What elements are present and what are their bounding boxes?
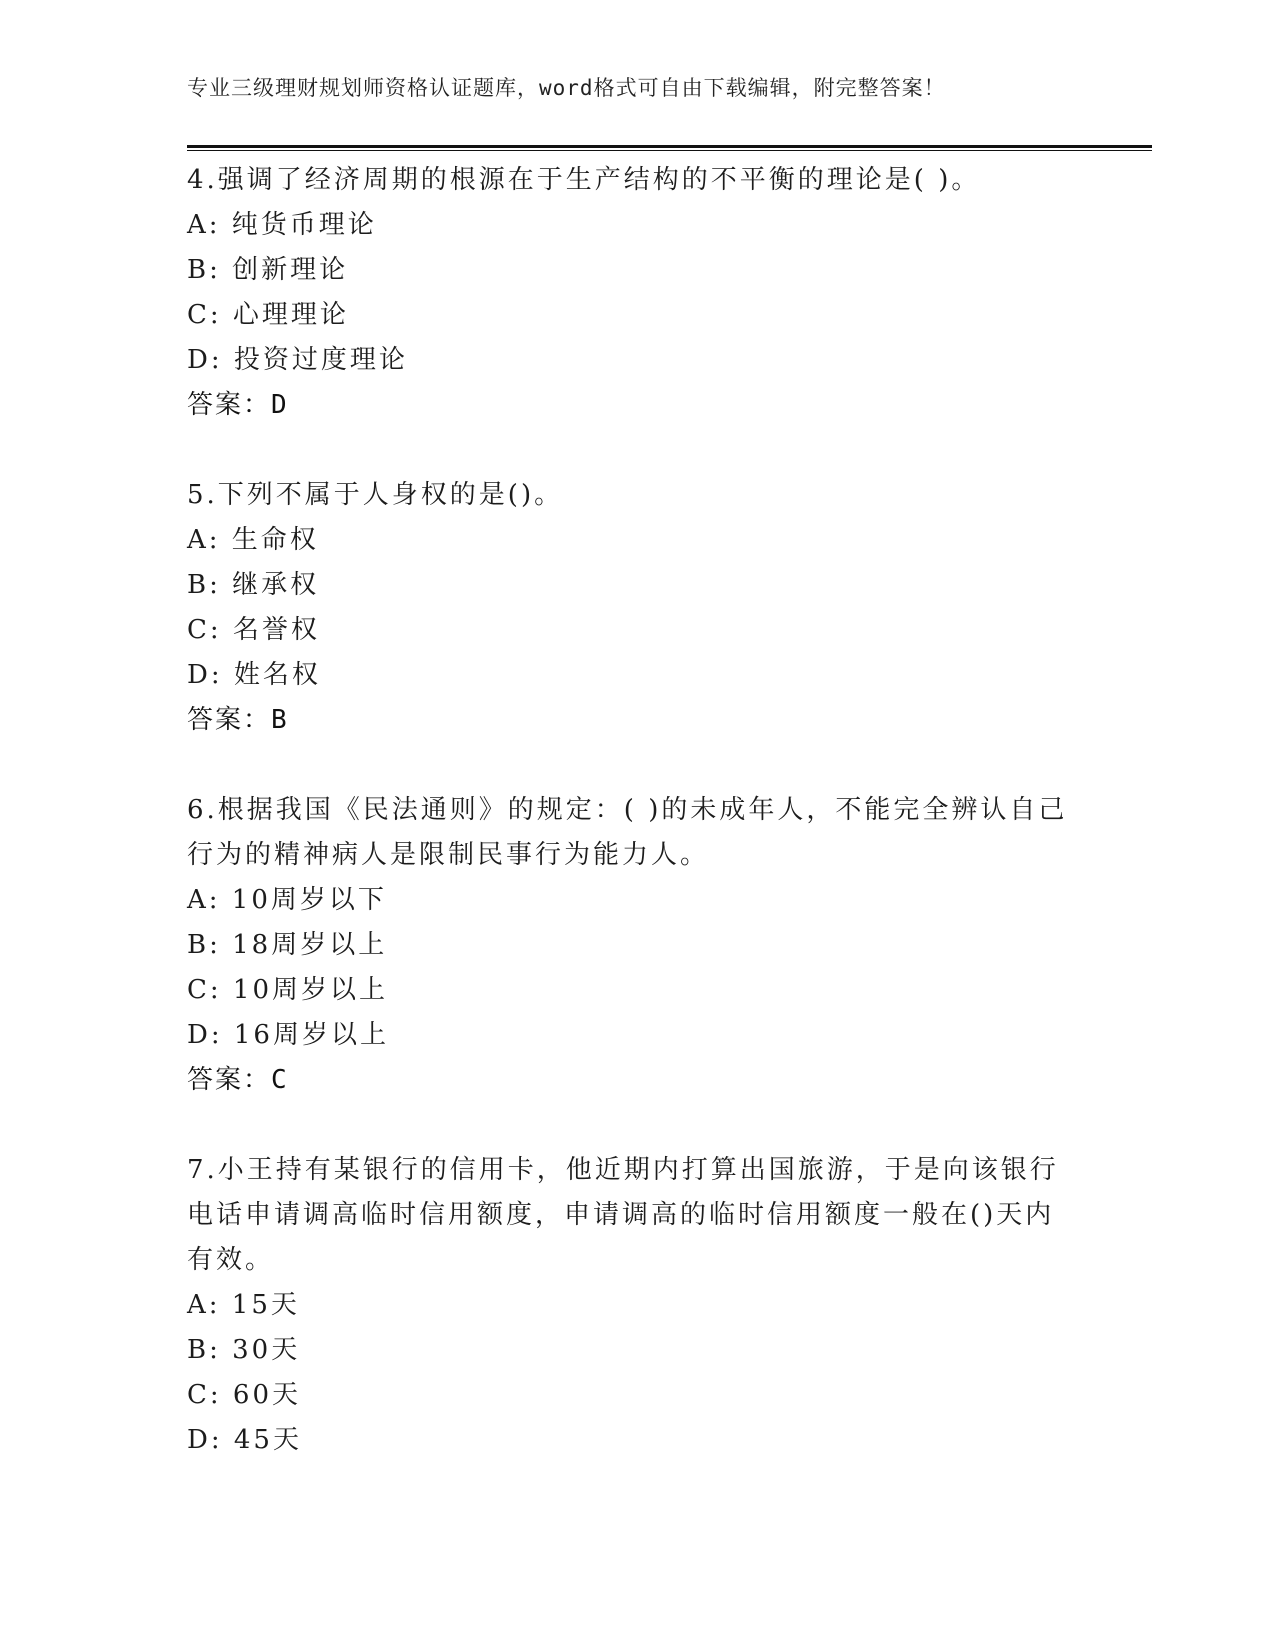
option-b: B: 18周岁以上 [187, 930, 388, 960]
question-5 [187, 473, 1087, 743]
question-6 [187, 788, 1087, 1103]
header-rule [187, 145, 1152, 151]
option-d: D: 16周岁以上 [187, 1020, 389, 1050]
option-d: D: 姓名权 [187, 660, 321, 690]
answer-line [187, 383, 1087, 428]
option-b: B: 创新理论 [187, 255, 349, 285]
question-stem-cont: 有效。 [187, 1245, 275, 1275]
answer-line [187, 698, 1087, 743]
option-a: A: 纯货币理论 [187, 210, 377, 240]
answer-value: B [271, 705, 289, 735]
question-stem: 5.下列不属于人身权的是()。 [187, 480, 564, 510]
option-a: A: 生命权 [187, 525, 319, 555]
option-c: C: 心理理论 [187, 300, 349, 330]
option-d: D: 45天 [187, 1425, 302, 1455]
question-stem-cont: 电话申请调高临时信用额度，申请调高的临时信用额度一般在()天内 [187, 1200, 1055, 1230]
question-stem-cont: 行为的精神病人是限制民事行为能力人。 [187, 840, 710, 870]
answer-label: 答案： [187, 705, 272, 735]
question-stem: 4.强调了经济周期的根源在于生产结构的不平衡的理论是( )。 [187, 165, 981, 195]
option-b: B: 继承权 [187, 570, 320, 600]
option-c: C: 10周岁以上 [187, 975, 389, 1005]
answer-label: 答案： [187, 390, 272, 420]
page-header: 专业三级理财规划师资格认证题库，word格式可自由下载编辑，附完整答案！ [187, 76, 946, 100]
answer-value: D [271, 390, 289, 420]
answer-label: 答案： [187, 1065, 272, 1095]
answer-value: C [271, 1065, 289, 1095]
answer-line [187, 1058, 1087, 1103]
option-d: D: 投资过度理论 [187, 345, 408, 375]
option-a: A: 10周岁以下 [187, 885, 387, 915]
option-b: B: 30天 [187, 1335, 301, 1365]
option-c: C: 60天 [187, 1380, 302, 1410]
question-7 [187, 1148, 1087, 1463]
question-stem: 7.小王持有某银行的信用卡，他近期内打算出国旅游，于是向该银行 [187, 1155, 1059, 1185]
question-4 [187, 158, 1087, 428]
question-list [187, 158, 1087, 1463]
option-a: A: 15天 [187, 1290, 300, 1320]
question-stem: 6.根据我国《民法通则》的规定：( )的未成年人，不能完全辨认自己 [187, 795, 1068, 825]
option-c: C: 名誉权 [187, 615, 320, 645]
